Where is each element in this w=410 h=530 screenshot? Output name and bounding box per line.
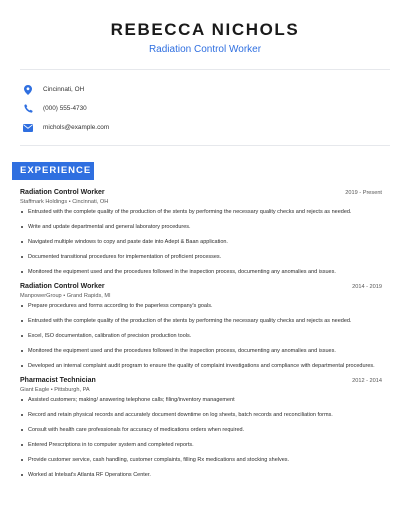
job-role: Radiation Control Worker [20,189,105,196]
contact-phone [20,99,109,118]
job-company: Staffmark Holdings • Cincinnati, OH [20,199,109,205]
job-entry [20,377,382,479]
job-role: Radiation Control Worker [20,283,105,290]
phone-icon [23,104,33,114]
contact-location [20,80,109,99]
mail-icon [23,123,33,133]
job-bullet: Prepare procedures and forms according to the paperless company's goals. [28,302,382,310]
job-header [20,189,382,196]
job-dates: 2019 - Present [345,190,382,196]
job-bullet: Documented transitional procedures for implementation of proficient processes. [28,253,382,261]
job-bullet: Excel, ISO documentation, calibration of precision production tools. [28,332,382,340]
experience-section-heading: EXPERIENCE [12,162,94,180]
job-company: Giant Eagle • Pittsburgh, PA [20,387,90,393]
job-bullet: Consult with health care professionals for accuracy of medications orders when required. [28,426,382,434]
job-bullet: Developed an internal complaint audit program to ensure the quality of complaint investigations and compliance with departmental procedures. [28,362,382,370]
job-header [20,283,382,290]
job-bullet: Monitored the equipment used and the procedures followed in the inspection process, documenting any anomalies and issues. [28,347,382,355]
job-entry [20,283,382,370]
job-company: ManpowerGroup • Grand Rapids, MI [20,293,111,299]
job-bullet: Record and retain physical records and accurately document downtime on log sheets, batch records and reconciliation forms. [28,411,382,419]
contact-info [20,80,109,137]
job-bullet: Navigated multiple windows to copy and paste date into Adept & Baan application. [28,238,382,246]
candidate-title: Radiation Control Worker [148,44,262,55]
header-divider [20,69,390,70]
job-bullet: Worked at Intelsat's Atlanta RF Operations Center. [28,471,382,479]
contact-email [20,118,109,137]
location-text: Cincinnati, OH [43,86,85,93]
job-dates: 2014 - 2019 [352,284,382,290]
resume-header [0,0,410,55]
email-text[interactable]: michols@example.com [43,124,110,131]
candidate-name: REBECCA NICHOLS [110,20,300,39]
job-bullet: Assisted customers; making/ answering telephone calls; filing/inventory management [28,396,382,404]
contact-divider [20,145,390,146]
job-bullets [20,396,382,479]
job-bullet: Entrusted with the complete quality of the production of the stents by performing the necessary quality checks and rejects as needed. [28,317,382,325]
phone-text[interactable]: (000) 555-4730 [43,105,87,112]
job-bullets [20,302,382,370]
experience-list [20,189,382,486]
job-entry [20,189,382,276]
job-bullets [20,208,382,276]
job-bullet: Entered Prescriptions in to computer system and completed reports. [28,441,382,449]
job-bullet: Provide customer service, cash handling, customer complaints, filling Rx medications and stocking shelves. [28,456,382,464]
job-bullet: Write and update departmental and general laboratory procedures. [28,223,382,231]
job-bullet: Monitored the equipment used and the procedures followed in the inspection process, documenting any anomalies and issues. [28,268,382,276]
job-header [20,377,382,384]
job-dates: 2012 - 2014 [352,378,382,384]
job-role: Pharmacist Technician [20,377,96,384]
map-pin-icon [23,85,33,95]
job-bullet: Entrusted with the complete quality of the production of the stents by performing the necessary quality checks and rejects as needed. [28,208,382,216]
